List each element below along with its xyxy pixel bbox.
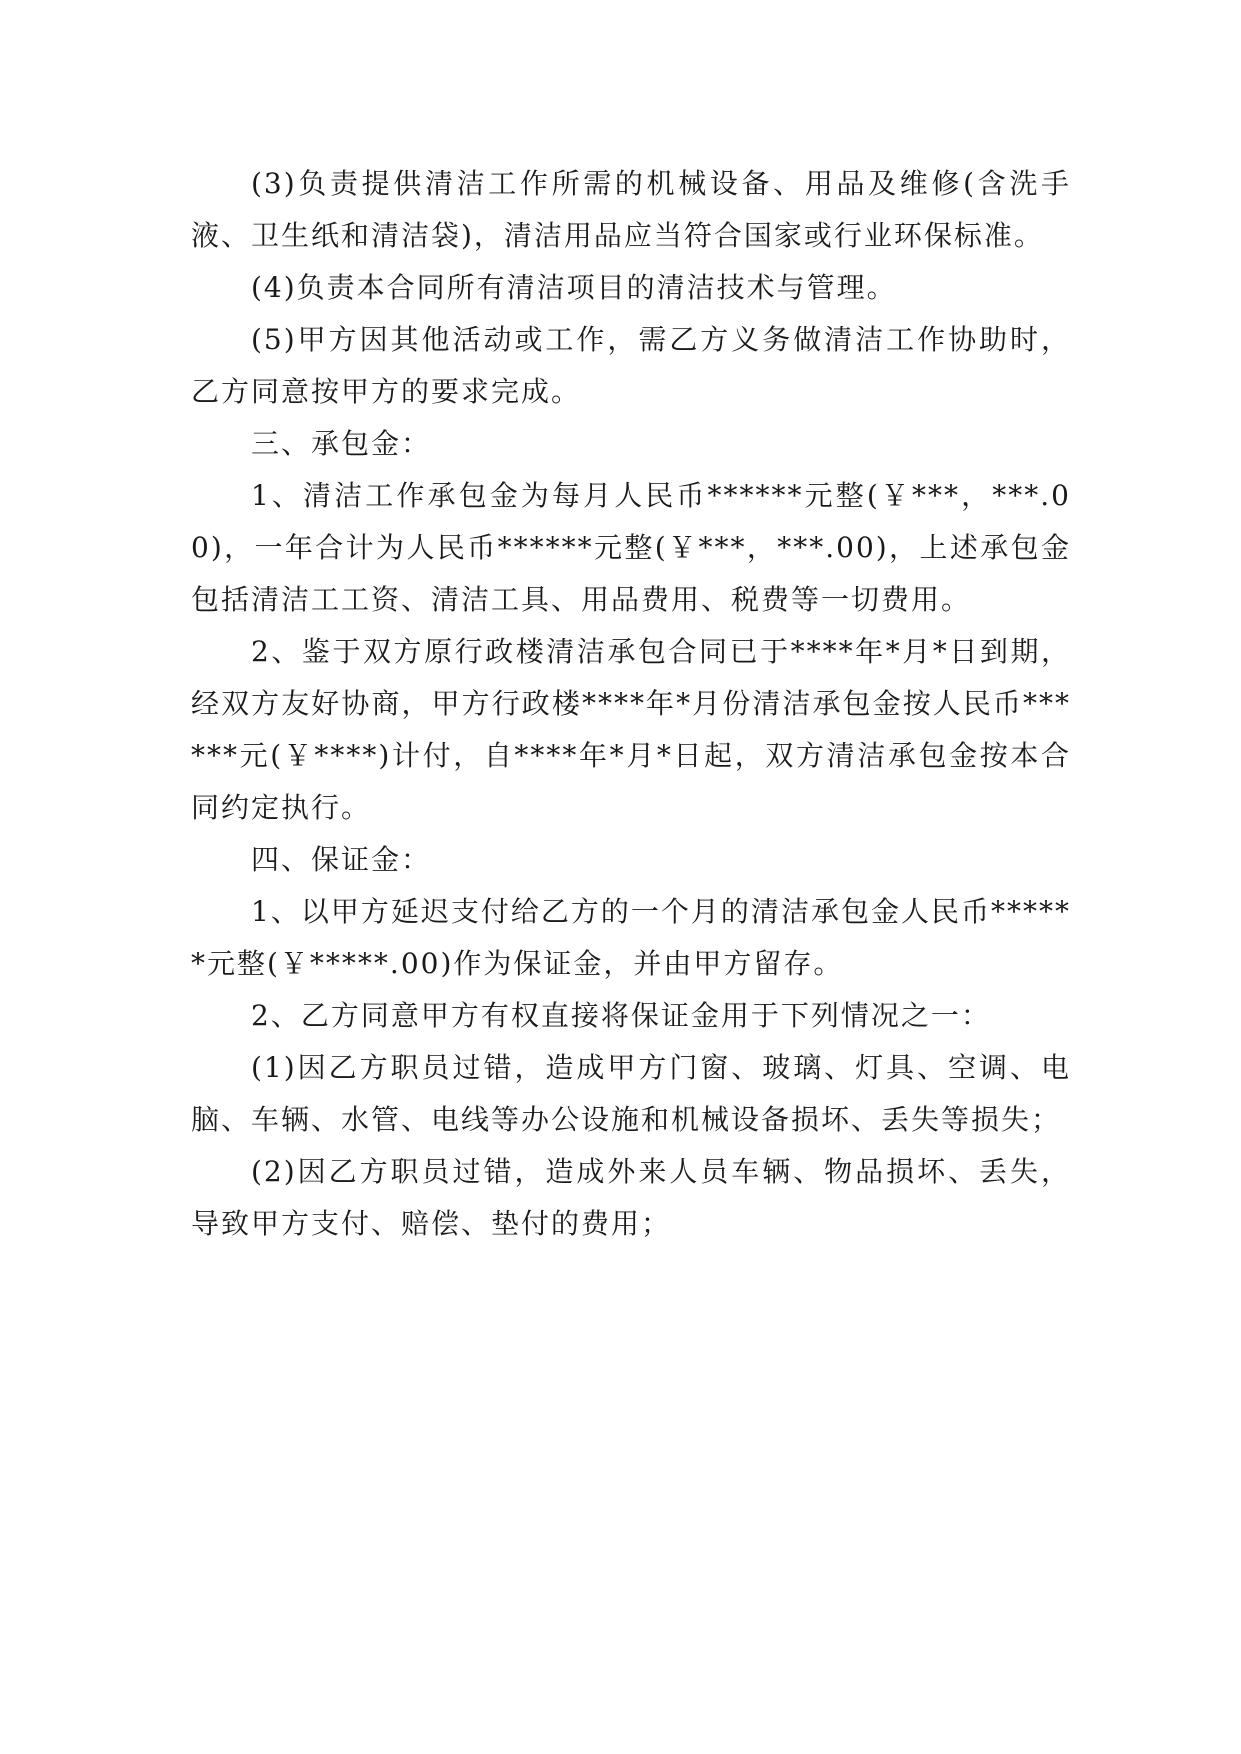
paragraph-fee-1: 1、清洁工作承包金为每月人民币******元整(￥***，***.00)，一年合计为人民币******元整(￥***，***.00)，上述承包金包括清洁工工资、清洁工具、用品费用、税费等一切费用。 (191, 479, 1071, 616)
paragraph-deposit-case-1: (1)因乙方职员过错，造成甲方门窗、玻璃、灯具、空调、电脑、车辆、水管、电线等办公设施和机械设备损坏、丢失等损失； (191, 1051, 1071, 1136)
paragraph-duty-5: (5)甲方因其他活动或工作，需乙方义务做清洁工作协助时，乙方同意按甲方的要求完成。 (191, 323, 1071, 408)
paragraph-deposit-1: 1、以甲方延迟支付给乙方的一个月的清洁承包金人民币******元整(￥*****.00)作为保证金，并由甲方留存。 (191, 895, 1071, 980)
paragraph-duty-3: (3)负责提供清洁工作所需的机械设备、用品及维修(含洗手液、卫生纸和清洁袋)，清洁用品应当符合国家或行业环保标准。 (191, 167, 1071, 252)
paragraph-duty-4: (4)负责本合同所有清洁项目的清洁技术与管理。 (251, 271, 897, 304)
document-body (191, 158, 1071, 1250)
section-heading-contract-fee: 三、承包金： (251, 427, 432, 460)
paragraph-deposit-case-2: (2)因乙方职员过错，造成外来人员车辆、物品损坏、丢失，导致甲方支付、赔偿、垫付的费用； (191, 1155, 1071, 1240)
paragraph-fee-2: 2、鉴于双方原行政楼清洁承包合同已于****年*月*日到期，经双方友好协商，甲方行政楼****年*月份清洁承包金按人民币******元(￥****)计付，自****年*月*日起，双方清洁承包金按本合同约定执行。 (191, 635, 1071, 824)
paragraph-deposit-2: 2、乙方同意甲方有权直接将保证金用于下列情况之一： (251, 999, 991, 1032)
section-heading-deposit: 四、保证金： (251, 843, 432, 876)
